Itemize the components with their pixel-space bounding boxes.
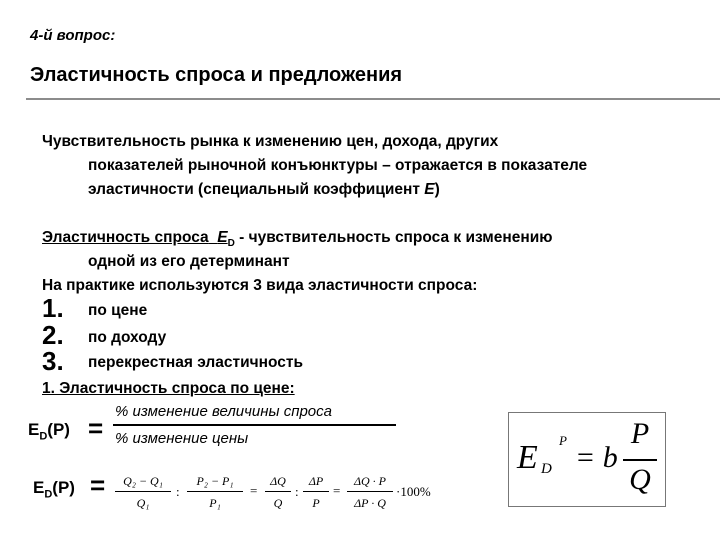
formula2-frac1-den: Q₁	[136, 496, 150, 510]
boxed-num: P	[630, 417, 650, 450]
list-number: 3.	[42, 346, 64, 376]
formula2-frac4-num: ΔP	[308, 474, 324, 488]
formula2-percent: ·100%	[396, 484, 431, 499]
boxed-sup: P	[559, 433, 567, 448]
formula1-equals: =	[88, 413, 104, 443]
formula2-equals: =	[90, 470, 106, 500]
formula2-frac3-den: Q	[273, 496, 283, 510]
slide-title: Эластичность спроса и предложения	[30, 64, 403, 86]
formula1-denominator: % изменение цены	[115, 430, 249, 447]
formula2-frac5-den: ΔP · Q	[354, 496, 386, 510]
list-number: 1.	[42, 293, 64, 323]
formula2-colon: :	[176, 484, 180, 499]
definition-line2: одной из его детерминант	[88, 253, 290, 270]
boxed-den: Q	[629, 463, 651, 496]
para1-line3: эластичности (специальный коэффициент E)	[88, 181, 440, 198]
question-label: 4-й вопрос:	[30, 27, 116, 44]
formula2-eq2: =	[333, 483, 341, 498]
boxed-sub: D	[541, 461, 552, 477]
boxed-eq-b: = b	[575, 441, 618, 474]
formula2-frac4-bar	[303, 491, 329, 492]
formula2-frac1-bar	[115, 491, 171, 492]
list-item-income: по доходу	[88, 329, 167, 346]
practice-text: На практике используются 3 вида эластичности спроса:	[42, 277, 478, 294]
formula2-frac5-bar	[347, 491, 393, 492]
formula2-lhs: $E_D(P)$	[33, 478, 75, 501]
definition-term: Эластичность спроса	[42, 229, 209, 246]
formula2-frac5-num: ΔQ · P	[353, 474, 387, 488]
formula2-frac3-num: ΔQ	[270, 474, 286, 488]
formula2-frac3-bar	[265, 491, 291, 492]
boxed-E: E	[517, 439, 538, 476]
section-heading: 1. Эластичность спроса по цене:	[42, 380, 295, 397]
formula2-frac2-den: P₁	[209, 496, 221, 510]
elasticity-symbol: E	[217, 229, 228, 246]
list-number: 2.	[42, 320, 64, 350]
formula1-fraction-bar	[113, 424, 396, 426]
formula2-colon: :	[295, 484, 299, 499]
formula2-frac2-bar	[187, 491, 243, 492]
list-item-cross: перекрестная эластичность	[88, 354, 304, 371]
formula1-numerator: % изменение величины спроса	[115, 403, 332, 420]
boxed-formula	[508, 412, 666, 507]
title-divider	[26, 98, 720, 100]
definition-line1: Эластичность спроса $E_D$ - чувствительность спроса к изменению	[42, 229, 553, 250]
formula1-lhs: $E_D(P)$	[28, 420, 70, 443]
list-item-price: по цене	[88, 302, 148, 319]
para1-line2: показателей рыночной конъюнктуры – отражается в показателе	[88, 157, 588, 174]
formula2-frac4-den: P	[312, 496, 320, 510]
formula2-frac1-num: Q₂ − Q₁	[123, 474, 163, 488]
boxed-fraction-bar	[623, 459, 657, 461]
para1-line1: Чувствительность рынка к изменению цен, дохода, других	[42, 133, 499, 150]
formula2-eq1: =	[250, 483, 258, 498]
formula2-frac2-num: P₂ − P₁	[196, 474, 234, 488]
